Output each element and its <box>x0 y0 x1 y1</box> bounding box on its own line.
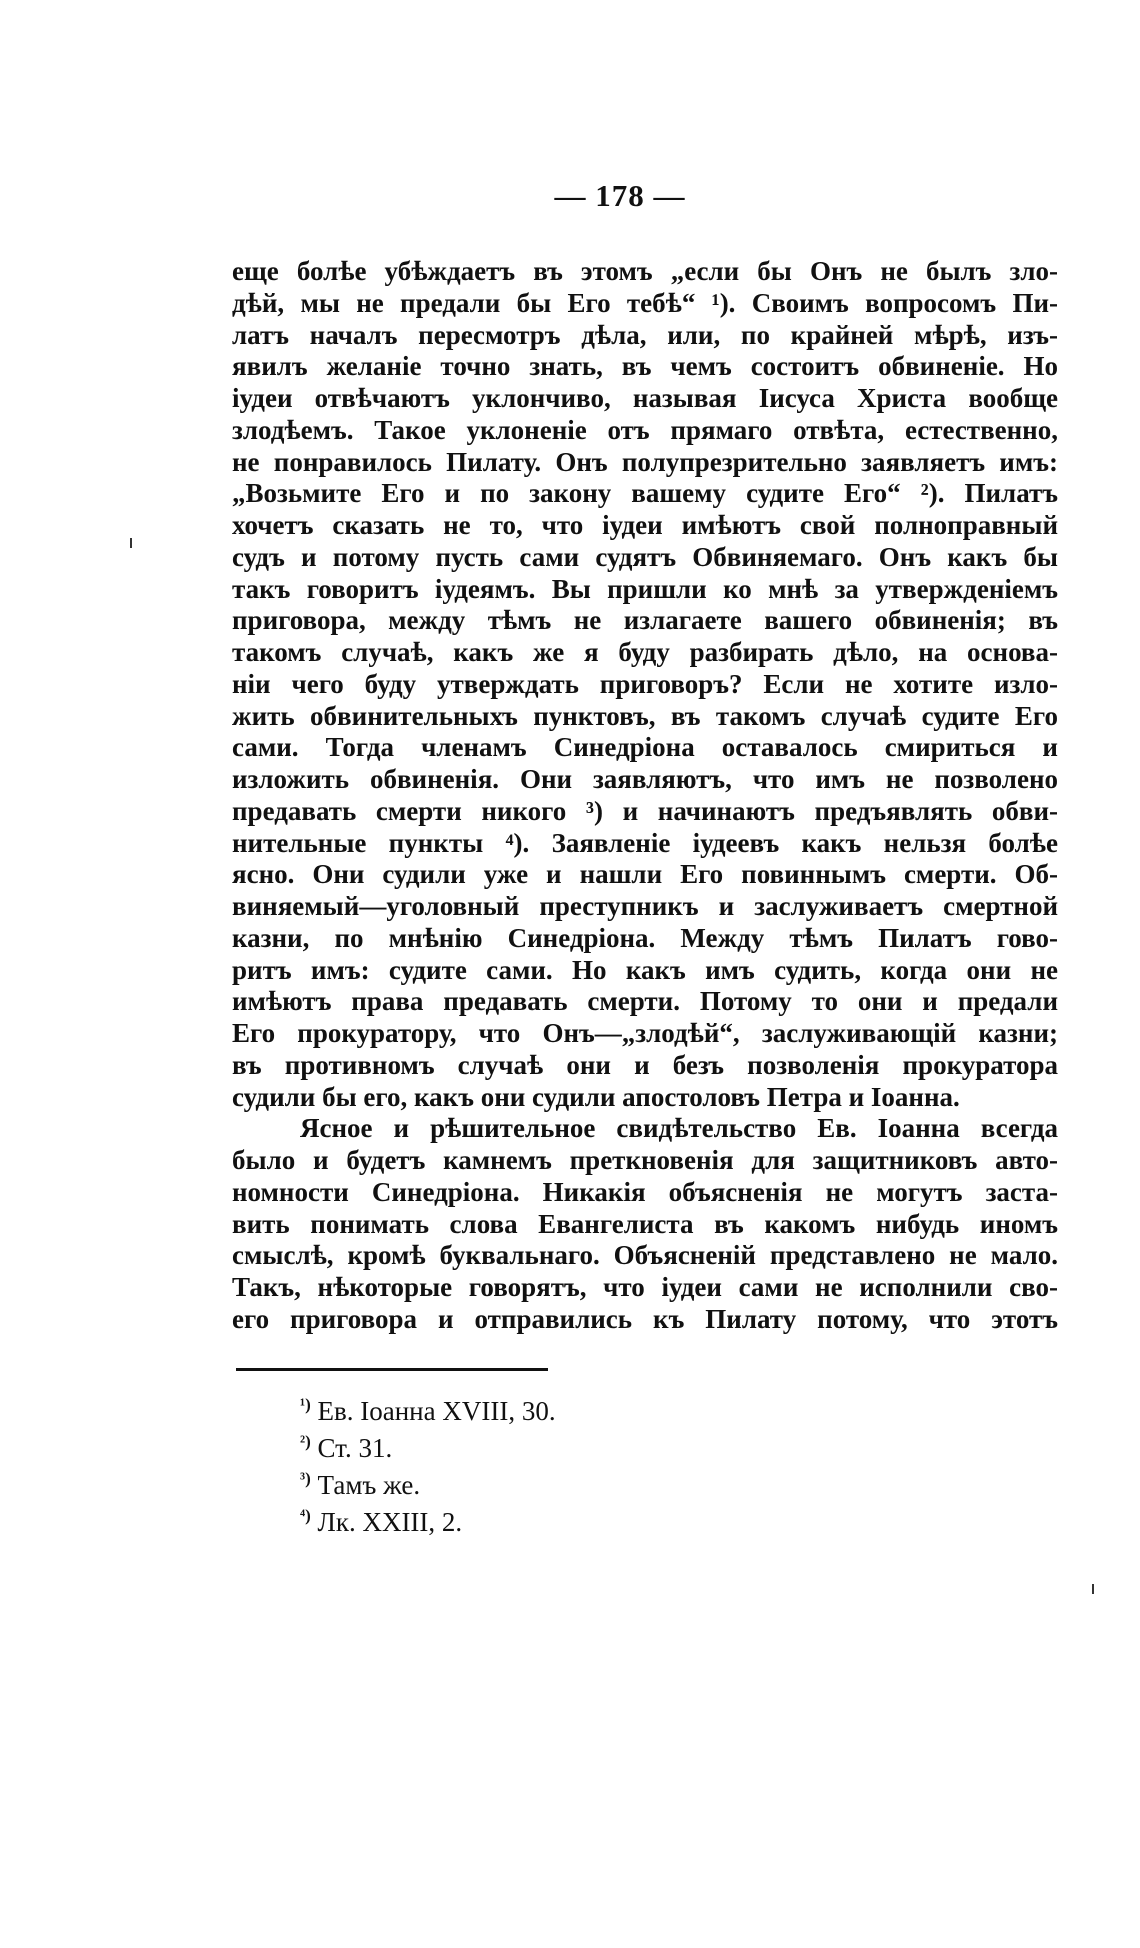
footnote-item <box>300 1423 900 1463</box>
text-line: смыслѣ, кромѣ буквальнаго. Объясненій представлено не мало. <box>232 1240 1058 1271</box>
text-line: Его прокуратору, что Онъ—„злодѣй“, заслуживающій казни; <box>232 1018 1058 1048</box>
scan-speck <box>130 538 132 548</box>
footnote-text: Тамъ же. <box>317 1470 421 1500</box>
text-line: нительные пункты ⁴). Заявленіе іудеевъ какъ нельзя болѣе <box>232 827 1058 858</box>
text-line: судъ и потому пусть сами судятъ Обвиняемаго. Онъ какъ бы <box>232 541 1058 572</box>
text-line: имѣютъ права предавать смерти. Потому то они и предали <box>232 986 1058 1017</box>
text-line: іудеи отвѣчаютъ уклончиво, называя Іисуса Христа вообще <box>232 383 1058 413</box>
text-line: ясно. Они судили уже и нашли Его повиннымъ смерти. Об- <box>232 859 1058 890</box>
text-line: такомъ случаѣ, какъ же я буду разбирать дѣло, на основа- <box>232 637 1058 667</box>
footnote-item <box>300 1460 900 1500</box>
text-line: вить понимать слова Евангелиста въ какомъ нибудь иномъ <box>232 1208 1058 1239</box>
text-line: ритъ имъ: судите сами. Но какъ имъ судить, когда они не <box>232 954 1058 985</box>
footnote-mark: ¹) <box>300 1395 311 1414</box>
text-line: въ противномъ случаѣ они и безъ позволенія прокуратора <box>232 1049 1058 1080</box>
text-line: судили бы его, какъ они судили апостоловъ Петра и Іоанна. <box>232 1081 960 1112</box>
page-number: — 178 — <box>554 178 686 213</box>
text-line: дѣй, мы не предали бы Его тебѣ“ ¹). Своимъ вопросомъ Пи- <box>232 287 1058 318</box>
footnote-item <box>300 1386 900 1426</box>
text-line: злодѣемъ. Такое уклоненіе отъ прямаго отвѣта, естественно, <box>232 414 1058 445</box>
text-line: сами. Тогда членамъ Синедріона оставалось смириться и <box>232 732 1058 763</box>
footnote-divider <box>236 1368 548 1371</box>
text-line: „Возьмите Его и по закону вашему судите Его“ ²). Пилатъ <box>232 478 1058 509</box>
footnote-item <box>300 1497 900 1537</box>
text-line: было и будетъ камнемъ преткновенія для защитниковъ авто- <box>232 1145 1058 1175</box>
text-line: такъ говоритъ іудеямъ. Вы пришли ко мнѣ за утвержденіемъ <box>232 573 1058 604</box>
text-line: его приговора и отправились къ Пилату потому, что этотъ <box>232 1303 1058 1334</box>
text-line: номности Синедріона. Никакія объясненія не могутъ заста- <box>232 1176 1058 1207</box>
footnote-text: Ст. 31. <box>317 1433 393 1463</box>
footnote-mark: ⁴) <box>300 1506 311 1525</box>
text-line: предавать смерти никого ³) и начинаютъ предъявлять обви- <box>232 795 1058 826</box>
text-line: изложить обвиненія. Они заявляютъ, что имъ не позволено <box>232 764 1058 794</box>
paragraph-start-line: Ясное и рѣшительное свидѣтельство Ев. Іоанна всегда <box>300 1113 1058 1144</box>
body-text <box>232 256 1058 1336</box>
text-line: не понравилось Пилату. Онъ полупрезрительно заявляетъ имъ: <box>232 446 1058 477</box>
text-line: ніи чего буду утверждать приговоръ? Если не хотите изло- <box>232 668 1058 699</box>
text-line: казни, по мнѣнію Синедріона. Между тѣмъ Пилатъ гово- <box>232 922 1058 953</box>
footnotes <box>300 1386 900 1537</box>
footnote-mark: ³) <box>300 1469 311 1488</box>
text-line: латъ началъ пересмотръ дѣла, или, по крайней мѣрѣ, изъ- <box>232 319 1058 350</box>
footnote-text: Лк. XXIII, 2. <box>317 1507 463 1537</box>
text-line: хочетъ сказать не то, что іудеи имѣютъ свой полноправный <box>232 510 1058 540</box>
scan-speck <box>1092 1584 1094 1594</box>
text-line: виняемый—уголовный преступникъ и заслуживаетъ смертной <box>232 891 1058 921</box>
text-line: жить обвинительныхъ пунктовъ, въ такомъ случаѣ судите Его <box>232 700 1058 731</box>
footnote-text: Ев. Іоанна XVIII, 30. <box>317 1396 556 1426</box>
text-line: явилъ желаніе точно знать, въ чемъ состоитъ обвиненіе. Но <box>232 351 1058 382</box>
text-line: еще болѣе убѣждаетъ въ этомъ „если бы Онъ не былъ зло- <box>232 256 1058 286</box>
footnote-mark: ²) <box>300 1432 311 1451</box>
text-line: Такъ, нѣкоторые говорятъ, что іудеи сами не исполнили сво- <box>232 1272 1058 1302</box>
text-line: приговора, между тѣмъ не излагаете вашего обвиненія; въ <box>232 605 1058 636</box>
